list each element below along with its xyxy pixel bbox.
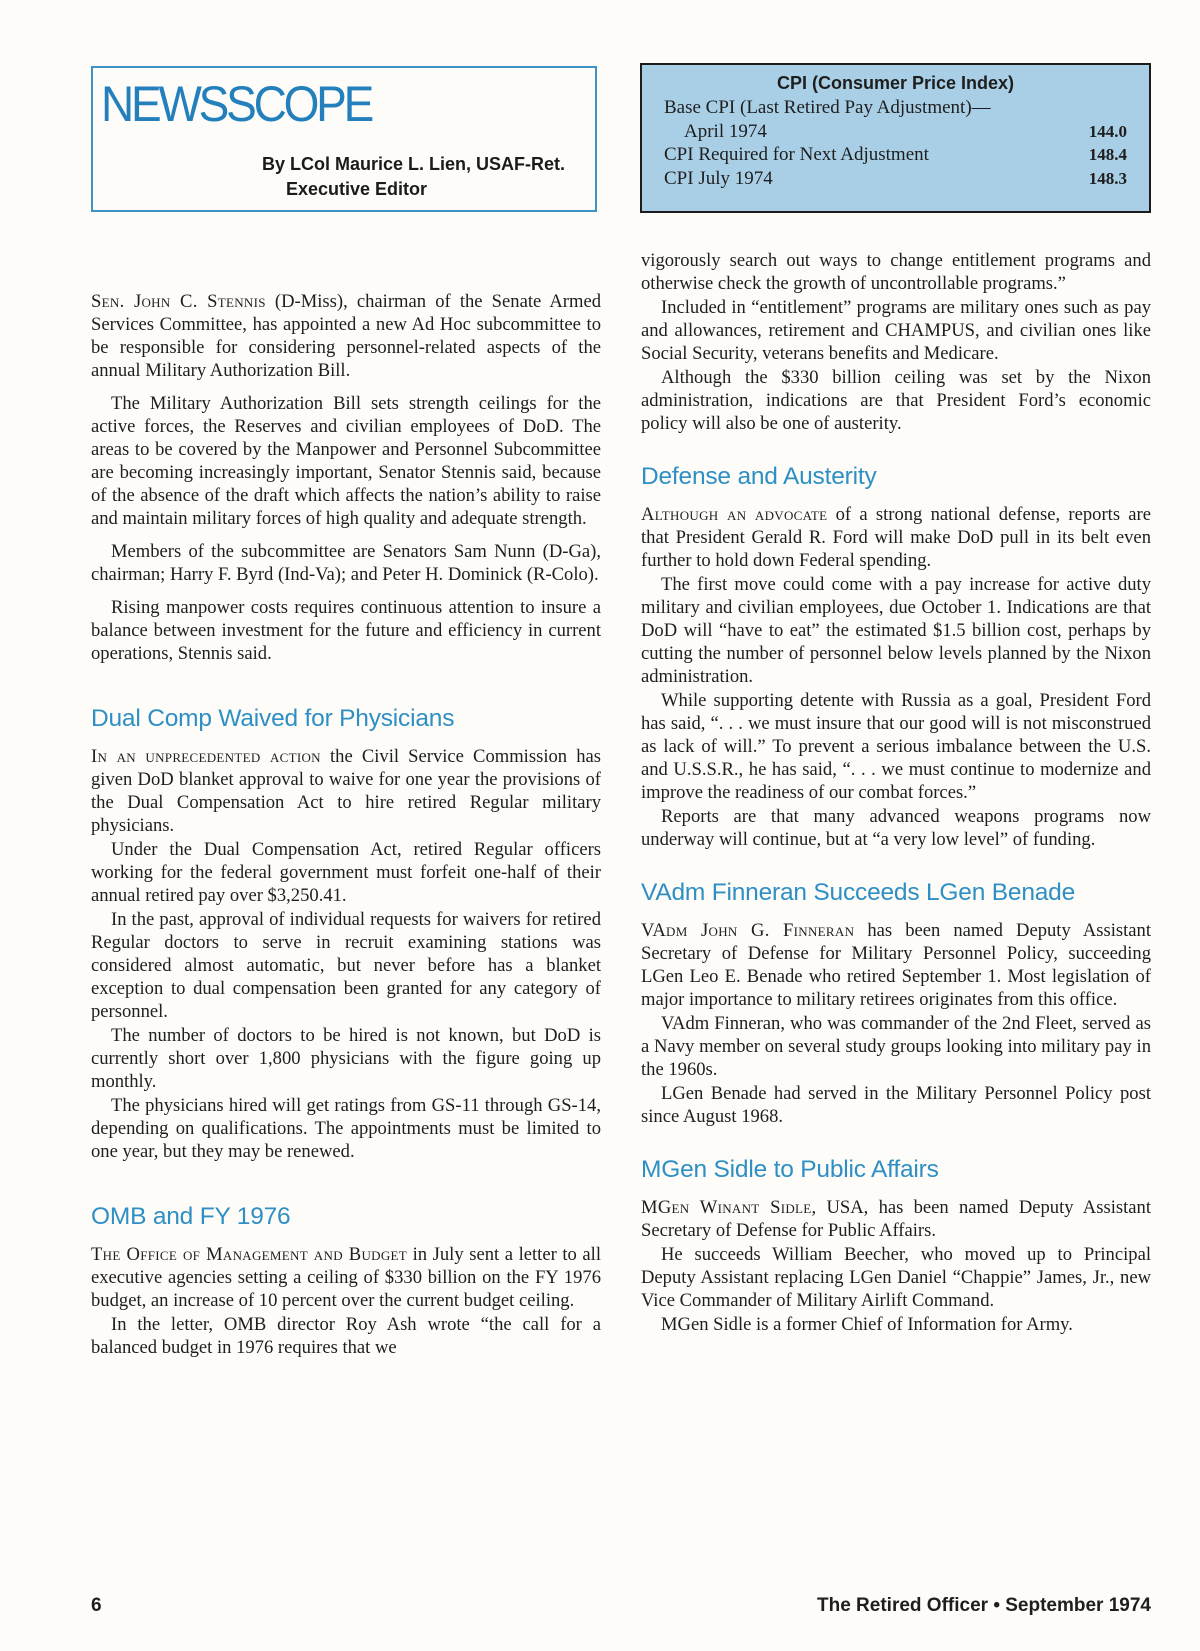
cpi-box (640, 63, 1151, 213)
article-paragraph: The physicians hired will get ratings from GS-11 through GS-14, depending on qualifications. The appointments must be limited to one year, but they may be renewed. (91, 1095, 601, 1162)
cpi-row-value: 148.4 (1088, 145, 1127, 164)
cpi-row (664, 143, 1127, 167)
section-heading-finneran: VAdm Finneran Succeeds LGen Benade (641, 879, 1076, 906)
article-paragraph: The Office of Management and Budget in July sent a letter to all executive agencies setting a ceiling of $330 billion on the FY 1976 budget, an increase of 10 percent over the current budget ceiling. (91, 1244, 601, 1311)
article-paragraph: The first move could come with a pay increase for active duty military and civilian employees, due October 1. Indications are that DoD will “have to eat” the estimated $1.5 billion cost, perhaps by cutting the number of personnel below levels planned by the Nixon administration. (641, 574, 1151, 687)
publication-line: The Retired Officer • September 1974 (817, 1595, 1151, 1616)
cpi-row-label: CPI Required for Next Adjustment (664, 144, 929, 165)
lead-in: VAdm John G. Finneran (641, 920, 855, 941)
cpi-row-label: CPI July 1974 (664, 167, 773, 189)
cpi-row (664, 120, 1127, 144)
article-paragraph: Under the Dual Compensation Act, retired Regular officers working for the federal government must forfeit one-half of their annual retired pay over $3,250.41. (91, 839, 601, 906)
lead-in: Sen. John C. Stennis (91, 291, 266, 312)
article-paragraph: Members of the subcommittee are Senators Sam Nunn (D-Ga), chairman; Harry F. Byrd (Ind-Va); and Peter H. Dominick (R-Colo). (91, 541, 601, 585)
right-column (641, 249, 1151, 1337)
page-number: 6 (91, 1595, 102, 1616)
left-column (91, 290, 601, 1360)
section-heading-omb: OMB and FY 1976 (91, 1203, 291, 1230)
article-paragraph: MGen Winant Sidle, USA, has been named Deputy Assistant Secretary of Defense for Public Affairs. (641, 1197, 1151, 1241)
article-paragraph: In an unprecedented action the Civil Service Commission has given DoD blanket approval to waive for one year the provisions of the Dual Compensation Act to hire retired Regular military physicians. (91, 746, 601, 836)
newsscope-masthead (91, 66, 597, 212)
cpi-title: CPI (Consumer Price Index) (776, 73, 1015, 93)
byline (262, 152, 565, 202)
article-paragraph: The Military Authorization Bill sets strength ceilings for the active forces, the Reserves and civilian employees of DoD. The areas to be covered by the Manpower and Personnel Subcommittee are becoming increasingly important, Senator Stennis said, because of the absence of the draft which affects the nation’s ability to raise and maintain military forces of high quality and adequate strength. (91, 393, 601, 529)
article-paragraph: Although the $330 billion ceiling was set by the Nixon administration, indications are that President Ford’s economic policy will also be one of austerity. (641, 367, 1151, 434)
cpi-row-value: 148.3 (1088, 168, 1127, 188)
byline-author: By LCol Maurice L. Lien, USAF-Ret. (261, 154, 565, 174)
article-paragraph: Rising manpower costs requires continuous attention to insure a balance between investment for the future and efficiency in current operations, Stennis said. (91, 597, 601, 664)
lead-in: MGen Winant Sidle (641, 1197, 812, 1218)
cpi-row-label: April 1974 (684, 120, 767, 142)
section-heading-dual-comp: Dual Comp Waived for Physicians (91, 705, 455, 732)
article-paragraph: MGen Sidle is a former Chief of Information for Army. (661, 1314, 1073, 1335)
article-paragraph: Although an advocate of a strong national defense, reports are that President Gerald R. Ford will make DoD pull in its belt even further to hold down Federal spending. (641, 504, 1152, 571)
section-heading-defense: Defense and Austerity (641, 463, 877, 490)
lead-in: The Office of Management and Budget (91, 1244, 408, 1265)
article-paragraph: He succeeds William Beecher, who moved up to Principal Deputy Assistant replacing LGen Daniel “Chappie” James, Jr., new Vice Commander of Military Airlift Command. (641, 1244, 1151, 1311)
lead-in: Although an advocate (641, 504, 828, 525)
article-paragraph: In the letter, OMB director Roy Ash wrote “the call for a balanced budget in 1976 requires that we (91, 1314, 601, 1358)
section-heading-sidle: MGen Sidle to Public Affairs (641, 1156, 939, 1183)
article-paragraph: LGen Benade had served in the Military Personnel Policy post since August 1968. (641, 1083, 1151, 1127)
cpi-row-value: 144.0 (1088, 121, 1127, 141)
article-paragraph: vigorously search out ways to change entitlement programs and otherwise check the growth of uncontrollable programs.” (641, 250, 1151, 294)
article-paragraph: While supporting detente with Russia as a goal, President Ford has said, “. . . we must insure that our good will is not misconstrued as lack of will.” To prevent a serious imbalance between the U.S. and U.S.S.R., he has said, “. . . we must continue to modernize and improve the readiness of our combat forces.” (641, 690, 1151, 803)
article-paragraph: Included in “entitlement” programs are military ones such as pay and allowances, retirement and CHAMPUS, and civilian ones like Social Security, veterans benefits and Medicare. (641, 297, 1151, 364)
lead-in: In an unprecedented action (91, 746, 321, 767)
article-paragraph: VAdm John G. Finneran has been named Deputy Assistant Secretary of Defense for Military Personnel Policy, succeeding LGen Leo E. Benade who retired September 1. Most legislation of major importance to military retirees originates from this office. (641, 920, 1151, 1010)
article-paragraph: Reports are that many advanced weapons programs now underway will continue, but at “a very low level” of funding. (641, 806, 1151, 850)
cpi-row (664, 167, 1127, 191)
article-paragraph: The number of doctors to be hired is not known, but DoD is currently short over 1,800 physicians with the figure going up monthly. (91, 1025, 601, 1092)
newsscope-logo: NEWSSCOPE (101, 76, 372, 132)
article-paragraph: Sen. John C. Stennis (D-Miss), chairman of the Senate Armed Services Committee, has appointed a new Ad Hoc subcommittee to be responsible for considering personnel-related aspects of the annual Military Authorization Bill. (91, 291, 601, 381)
byline-title: Executive Editor (285, 179, 428, 199)
cpi-row (664, 96, 1127, 120)
article-paragraph: VAdm Finneran, who was commander of the 2nd Fleet, served as a Navy member on several study groups looking into military pay in the 1960s. (641, 1013, 1151, 1080)
article-paragraph: In the past, approval of individual requests for waivers for retired Regular doctors to serve in recruit examining stations was considered almost automatic, but never before has a blanket exception to dual compensation been granted for any category of personnel. (91, 909, 601, 1022)
cpi-row-label: Base CPI (Last Retired Pay Adjustment)— (664, 97, 991, 118)
